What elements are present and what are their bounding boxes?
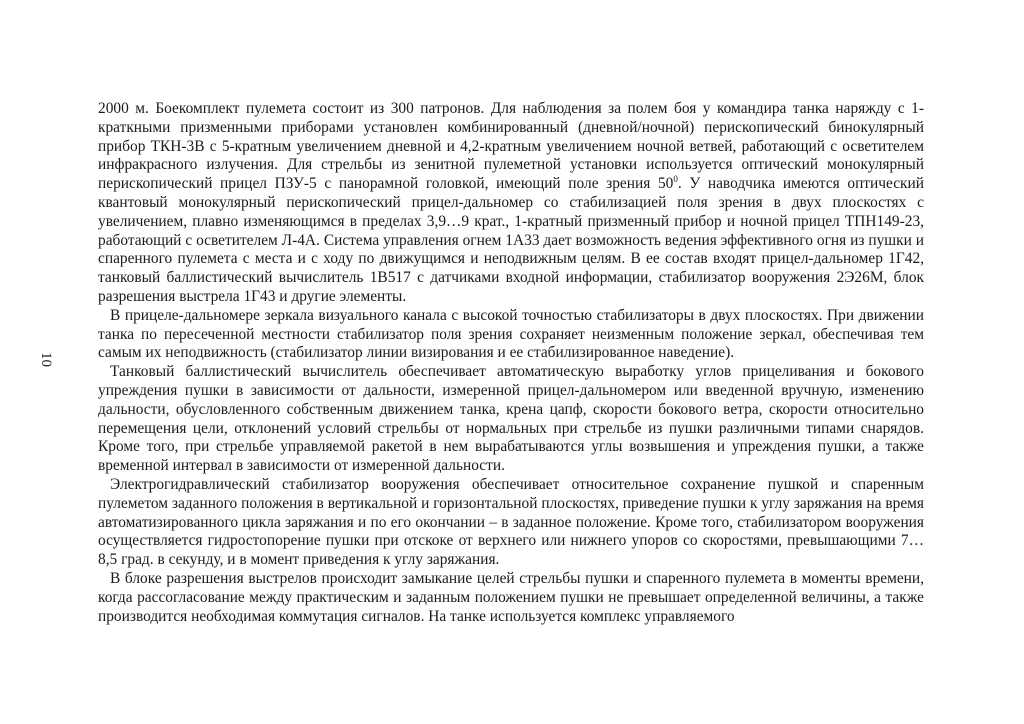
paragraph-4: Электрогидравлический стабилизатор вооружения обеспечивает относительное сохранение пушкой и спаренным пулеметом заданного положения в вертикальной и горизонтальной плоскостях, приведение пушки к углу заряжания на время автоматизированного цикла заряжания и по его окончании – в заданное положение. Кроме того, стабилизатором вооружения осуществляется гидростопорение пушки при отскоке от верхнего или нижнего упоров со скоростями, превышающими 7…8,5 град. в секунду, и в момент приведения к углу заряжания. [98,475,924,569]
body-text [98,100,924,626]
paragraph-1-text-continued: . У наводчика имеются оптический квантовый монокулярный перископический прицел-дальномер со стабилизацией поля зрения в двух плоскостях с увеличением, плавно изменяющимся в пределах 3,9…9 крат., 1-кратный призменный прибор и ночной прицел ТПН149-23, работающий с осветителем Л-4А. Система управления огнем 1А33 дает возможность ведения эффективного огня из пушки и спаренного пулемета с места и с ходу по движущимся и неподвижным целям. В ее состав входят прицел-дальномер 1Г42, танковый баллистический вычислитель 1В517 с датчиками входной информации, стабилизатор вооружения 2Э26М, блок разрешения выстрела 1Г43 и другие элементы. [98,175,924,305]
paragraph-1-text: 2000 м. Боекомплект пулемета состоит из 300 патронов. Для наблюдения за полем боя у командира танка наряжду с 1-краткными призменными приборами установлен комбинированный (дневной/ночной) перископический бинокулярный прибор ТКН-3В с 5-кратным увеличением дневной и 4,2-кратным увеличением ночной ветвей, работающий с осветителем инфракрасного излучения. Для стрельбы из зенитной пулеметной установки используется оптический монокулярный перископический прицел ПЗУ-5 с панорамной головкой, имеющий поле зрения 50 [98,100,924,193]
degree-superscript: 0 [673,174,678,185]
paragraph-3: Танковый баллистический вычислитель обеспечивает автоматическую выработку углов прицеливания и бокового упреждения пушки в зависимости от дальности, измеренной прицел-дальномером или введенной вручную, изменению дальности, обусловленного собственным движением танка, крена цапф, скорости бокового ветра, скорости относительно перемещения цели, отклонений условий стрельбы от нормальных при стрельбе из пушки различными типами снарядов. Кроме того, при стрельбе управляемой ракетой в нем вырабатываются углы возвышения и упреждения пушки, а также временной интервал в зависимости от измеренной дальности. [98,363,924,475]
paragraph-5: В блоке разрешения выстрелов происходит замыкание целей стрельбы пушки и спаренного пулемета в моменты времени, когда рассогласование между практическим и заданным положением пушки не превышает определенной величины, а также производится необходимая коммутация сигналов. На танке используется комплекс управляемого [98,569,924,625]
paragraph-1 [98,100,924,307]
paragraph-2: В прицеле-дальномере зеркала визуального канала с высокой точностью стабилизаторы в двух плоскостях. При движении танка по пересеченной местности стабилизатор поля зрения сохраняет неизменным положение зеркал, обеспечивая тем самым их неподвижность (стабилизатор линии визирования и ее стабилизированное наведение). [98,306,924,362]
page-number: 10 [38,352,54,367]
